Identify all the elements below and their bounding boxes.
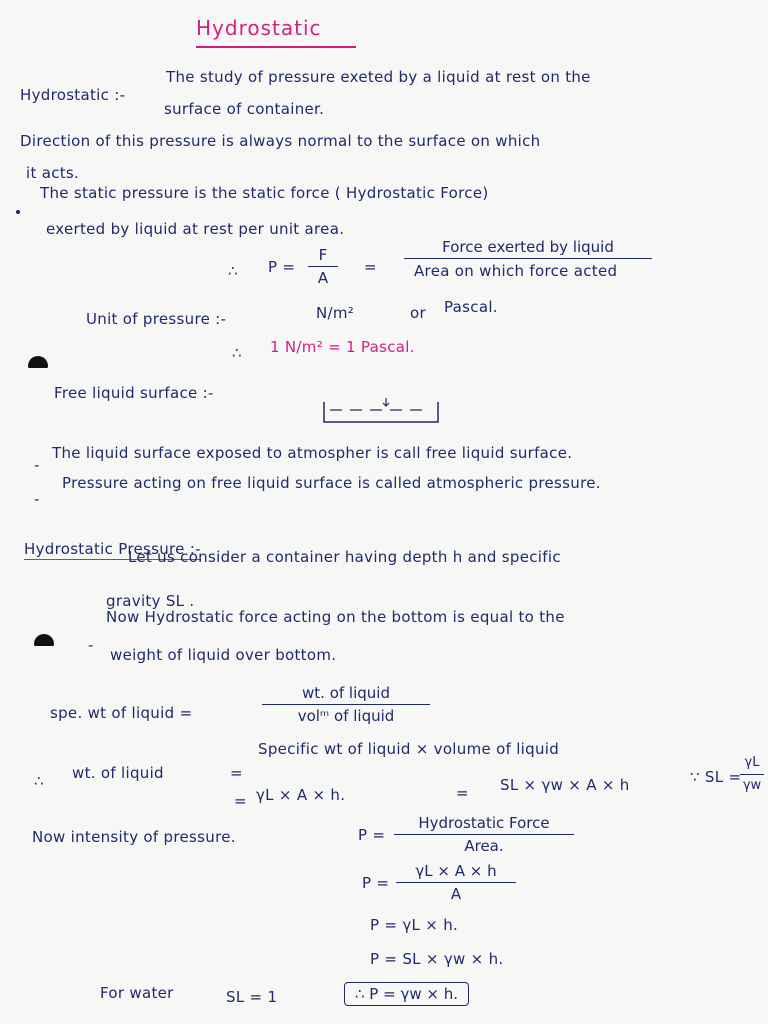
spwt-label: spe. wt of liquid =: [50, 704, 193, 722]
unit-value: N/m²: [316, 304, 355, 322]
static-line-2: exerted by liquid at rest per unit area.: [46, 220, 345, 238]
frac-f: F: [308, 246, 338, 267]
p1-numerator: Hydrostatic Force: [394, 814, 574, 835]
tank-sketch: [322, 398, 440, 424]
frac-a: A: [317, 269, 329, 287]
page-title: Hydrostatic: [196, 16, 322, 40]
free-surface-line-2: Pressure acting on free liquid surface is called atmospheric pressure.: [62, 474, 601, 492]
def-line-1: The study of pressure exeted by a liquid at rest on the: [166, 68, 591, 86]
force-over-area-fraction: [404, 238, 652, 261]
hp-line-2: gravity SL .: [106, 592, 195, 610]
dash-2: -: [34, 490, 40, 508]
direction-line-1: Direction of this pressure is always normal to the surface on which: [20, 132, 541, 150]
ink-blot-2: [34, 634, 54, 646]
final-result: ∴ P = γw × h.: [355, 985, 458, 1003]
wt-eq-3: =: [456, 784, 469, 802]
unit-pascal: Pascal.: [444, 298, 498, 316]
free-surface-label: Free liquid surface :-: [54, 384, 214, 402]
wt-therefore: ∴: [34, 772, 44, 790]
force-denominator: [404, 259, 652, 261]
unit-conversion: 1 N/m² = 1 Pascal.: [270, 338, 415, 356]
p2-lhs: P =: [362, 874, 390, 892]
wt-rhs-1: Specific wt of liquid × volume of liquid: [258, 740, 560, 758]
final-result-box: [344, 982, 469, 1006]
water-sl: SL = 1: [226, 988, 278, 1006]
hp-dash: -: [88, 636, 94, 654]
p1-denominator: Area.: [464, 837, 504, 855]
unit-or: or: [410, 304, 426, 322]
unit-therefore: ∴: [232, 344, 242, 362]
hp-line-4: weight of liquid over bottom.: [110, 646, 337, 664]
wt-note: ∵ SL =: [690, 768, 742, 786]
sl-fraction: [740, 754, 764, 795]
p4-line: P = SL × γw × h.: [370, 950, 504, 968]
static-line-1: The static pressure is the static force ( Hydrostatic Force): [40, 184, 489, 202]
p2-numerator: γL × A × h: [396, 862, 516, 883]
direction-line-2: it acts.: [26, 164, 80, 182]
hp-heading: Hydrostatic Pressure :-: [24, 540, 201, 558]
force-numerator: Force exerted by liquid: [404, 238, 652, 259]
dash-1: -: [34, 456, 40, 474]
f-over-a-fraction: [308, 246, 338, 287]
wt-eq-2: =: [234, 792, 247, 810]
title-underline: [196, 46, 356, 48]
hp-line-3: Now Hydrostatic force acting on the bottom is equal to the: [106, 608, 565, 626]
p2-fraction: [396, 862, 516, 903]
spwt-numerator: wt. of liquid: [262, 684, 430, 705]
p1-lhs: P =: [358, 826, 386, 844]
wt-rhs-3: SL × γw × A × h: [500, 776, 630, 794]
def-line-2: surface of container.: [164, 100, 325, 118]
sl-numerator: γL: [740, 754, 764, 775]
wt-rhs-2: γL × A × h.: [256, 786, 346, 804]
force-denominator-text: Area on which force acted: [414, 262, 618, 280]
spwt-denominator: volᵐ of liquid: [297, 707, 395, 725]
p2-denominator: A: [450, 885, 462, 903]
p1-fraction: [394, 814, 574, 855]
hp-line-1: Let us consider a container having depth h and specific: [128, 548, 561, 566]
wt-eq-1: =: [230, 764, 243, 782]
wt-label: wt. of liquid: [72, 764, 164, 782]
sl-denominator: γw: [742, 778, 762, 793]
bullet-dot: [16, 210, 20, 214]
spwt-fraction: [262, 684, 430, 725]
equals-sign: =: [364, 258, 377, 276]
therefore-symbol: ∴: [228, 262, 238, 280]
p3-line: P = γL × h.: [370, 916, 459, 934]
free-surface-line-1: The liquid surface exposed to atmospher is call free liquid surface.: [52, 444, 573, 462]
unit-label: Unit of pressure :-: [86, 310, 227, 328]
intensity-label: Now intensity of pressure.: [32, 828, 236, 846]
ink-blot: [28, 356, 48, 368]
water-label: For water: [100, 984, 174, 1002]
p-equals: P =: [268, 258, 296, 276]
def-label: Hydrostatic :-: [20, 86, 126, 104]
